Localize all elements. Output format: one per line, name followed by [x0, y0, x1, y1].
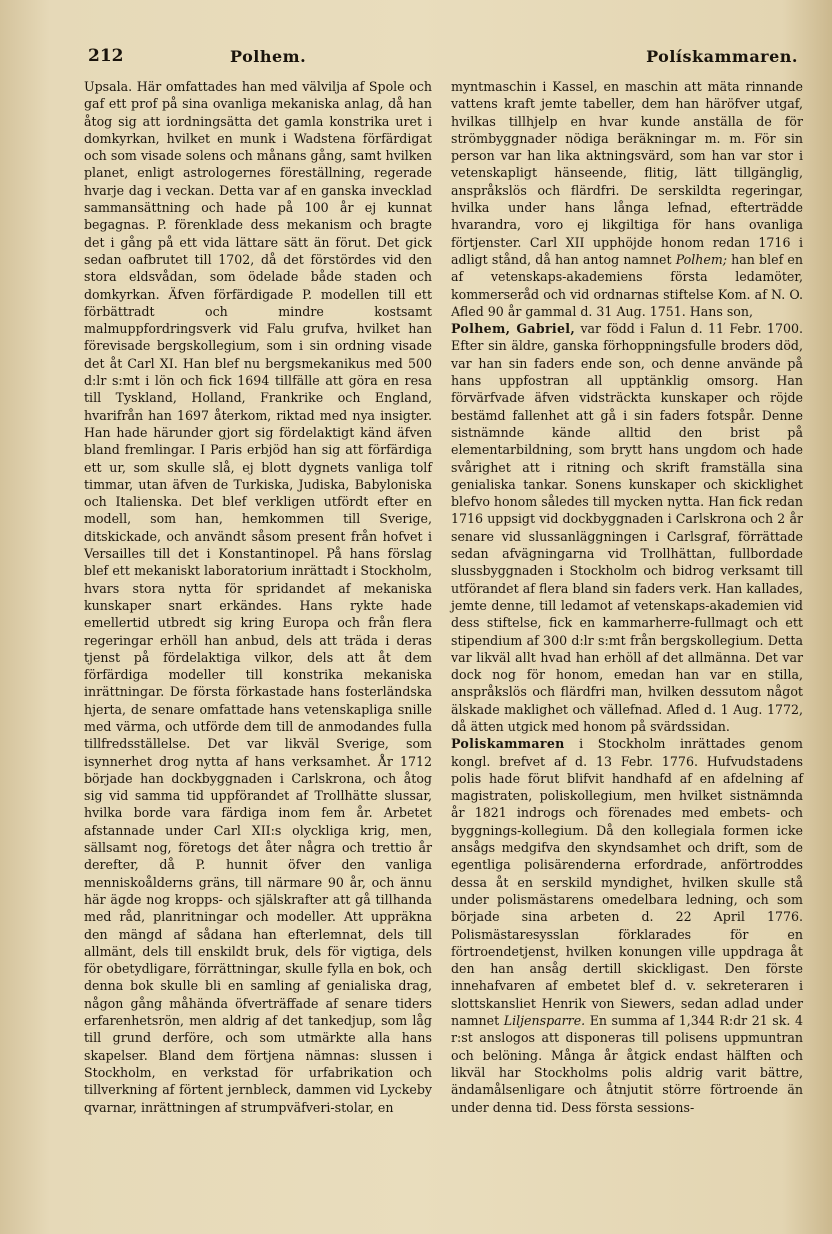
paragraph-text: En summa af 1,344 R:dr 21 sk. 4 r:st anslogos att disponeras till polisens uppmuntran och belöning. Många år åtgick endast hälften och likväl har Stockholms polis aldrig varit bättre, ändamålsenligare och åtnjutit större förtroende än under denna tid. Dess första sessions-: [451, 1013, 803, 1115]
poliskammaren-entry: [451, 735, 803, 1116]
polhem-entry-continuation: [451, 78, 803, 320]
gabriel-polhem-entry: [451, 320, 803, 735]
page-header: [88, 46, 810, 72]
page-number: 212: [88, 46, 124, 66]
entry-headword: Polhem, Gabriel,: [451, 321, 576, 337]
left-column: [84, 78, 432, 1116]
paragraph-text: myntmaschin i Kassel, en maschin att mäta rinnande vattens kraft jemte tabeller, dem han häröfver utgaf, hvilkas tillhjelp en hvar kunde anställa de för strömbyggnader nödiga beräkningar m. m. För sin person var han lika aktningsvärd, som han var stor i vetenskapligt hänseende, flitig, lätt tillgänglig, anspråkslös och flärdfri. De serskildta regeringar, hvilka under hans långa lefnad, efterträdde hvarandra, voro ej likgiltiga för hans ovanliga förtjenster. Carl XII upphöjde honom redan 1716 i adligt stånd, då han antog namnet: [451, 79, 803, 267]
paragraph-text: var född i Falun d. 11 Febr. 1700. Efter sin äldre, ganska förhoppningsfulle broders död, var han sin faders ende son, och denne använde på hans uppfostran all upptänklig omsorg. Han förvärfvade äfven vidsträckta kunskaper och röjde bestämd fallenhet att gå i sin faders fotspår. Denne sistnämnde kände alltid den brist på elementarbildning, som brytt hans ungdom och hade svårighet att i ritning och skrift framställa sina genialiska tankar. Sonens kunskaper och skicklighet blefvo honom således till mycken nytta. Han fick redan 1716 uppsigt vid dockbyggnaden i Carlskrona och 2 år senare vid slussanläggningen i Carlsgraf, förrättade sedan afvägningarna vid Trollhättan, fullbordade slussbyggnaden i Stockholm och bidrog verksamt till utförandet af flera bland sin faders verk. Han kallades, jemte denne, till ledamot af vetenskaps-akademien vid dess stiftelse, fick en kammarherre-fullmagt och ett stipendium af 300 d:lr s:mt från bergskollegium. Detta var likväl allt hvad han erhöll af det allmänna. Det var dock nog för honom, emedan han var en stilla, anspråkslös och flärdfri man, hvilken dessutom något älskade maklighet och vällefnad. Afled d. 1 Aug. 1772, då ätten utgick med honom på svärdssidan.: [451, 321, 803, 734]
entry-headword: Poliskammaren: [451, 736, 565, 752]
right-column: [451, 78, 803, 1116]
running-head-right: Polískammaren.: [646, 47, 798, 66]
running-head-left: Polhem.: [230, 47, 307, 66]
paragraph-text: han blef en af vetenskaps-akademiens första ledamöter, kommerseråd och vid ordnarnas stiftelse Kom. af N. O. Afled 90 år gammal d. 31 Aug. 1751. Hans son,: [451, 251, 803, 319]
left-column-text: Upsala. Här omfattades han med välvilja af Spole och gaf ett prof på sina ovanliga mekaniska anlag, då han åtog sig att iordningsätta det gamla konstrika uret i domkyrkan, hvilket en munk i Wadstena förfärdigat och som visade solens och månans gång, samt hvilken planet, enligt astrologernes föreställning, regerade hvarje dag i veckan. Detta var af en ganska invecklad sammansättning och hade på 100 år ej kunnat begagnas. P. förenklade dess mekanism och bragte det i gång på ett vida lättare sätt än förut. Det gick sedan oafbrutet till 1702, då det förstördes vid den stora eldsvådan, som ödelade både staden och domkyrkan. Äfven förfärdigade P. modellen till ett förbättradt och mindre kostsamt malmuppfordringsverk vid Falu grufva, hvilket han förevisade bergskollegium, som i sin ordning visade det åt Carl XI. Han blef nu bergsmekanikus med 500 d:lr s:mt i lön och fick 1694 tillfälle att göra en resa till Tyskland, Holland, Frankrike och England, hvarifrån han 1697 återkom, riktad med nya insigter. Han hade härunder gjort sig fördelaktigt känd äfven bland fremlingar. I Paris erbjöd han sig att förfärdiga ett ur, som skulle slå, ej blott dygnets vanliga tolf timmar, utan äfven de Turkiska, Judiska, Babyloniska och Italienska. Det blef verkligen utfördt efter en modell, som han, hemkommen till Sverige, ditskickade, och användt såsom present från hofvet i Versailles till det i Konstantinopel. På hans förslag blef ett mekaniskt laboratorium inrättadt i Stockholm, hvars stora nytta för spridandet af mekaniska kunskaper snart erkändes. Hans rykte hade emellertid utbredt sig kring Europa och från flera regeringar erhöll han anbud, dels att träda i deras tjenst på fördelaktiga vilkor, dels att åt dem förfärdiga modeller till konstrika mekaniska inrättningar. De första förkastade hans fosterländska hjerta, de senare omfattade hans vetenskapliga snille med värma, och utförde dem till de anmodandes fulla tillfredsställelse. Det var likväl Sverige, som isynnerhet drog nytta af hans verksamhet. År 1712 började han dockbyggnaden i Carlskrona, och åtog sig vid samma tid uppförandet af Trollhätte slussar, hvilka borde vara färdiga inom fem år. Arbetet afstannade under Carl XII:s olyckliga krig, men, sällsamt nog, företogs det åter några och trettio år derefter, då P. hunnit öfver den vanliga menniskoålderns gräns, till närmare 90 år, och ännu här ägde nog kropps- och själskrafter att gå tillhanda med råd, planritningar och modeller. Att uppräkna den mängd af sådana han efterlemnat, dels till allmänt, dels till enskildt bruk, dels för vigtiga, dels för obetydligare, förrättningar, skulle fylla en bok, och denna bok skulle bli en samling af genialiska drag, någon gång måhända öfverträffade af senare tiders erfarenhetsrön, men aldrig af det tankedjup, som låg till grund derföre, och som utmärkte alla hans skapelser. Bland dem förtjena nämnas: slussen i Stockholm, en verkstad för urfabrikation och tillverkning af förtent jernbleck, dammen vid Lyckeby qvarnar, inrättningen af strumpväfveri-stolar, en: [84, 79, 432, 1115]
italic-name: Polhem;: [675, 251, 728, 267]
italic-name: Liljensparre.: [503, 1013, 586, 1029]
paragraph-text: i Stockholm inrättades genom kongl. brefvet af d. 13 Febr. 1776. Hufvudstadens polis hade förut blifvit handhafd af en afdelning af magistraten, poliskollegium, men hvilket sistnämnda år 1821 indrogs och förenades med embets- och byggnings-kollegium. Då den kollegiala formen icke ansågs medgifva den skyndsamhet och drift, som de egentliga polisärenderna erfordrade, anförtroddes dessa åt en serskild myndighet, hvilken skulle stå under polismästarens omedelbara ledning, och som började sina arbeten d. 22 April 1776. Polismästaresysslan förklarades för en förtroendetjenst, hvilken konungen ville uppdraga åt den han ansåg dertill skickligast. Den förste innehafvaren af embetet blef d. v. sekreteraren i slottskansliet Henrik von Siewers, sedan adlad under namnet: [451, 736, 803, 1029]
